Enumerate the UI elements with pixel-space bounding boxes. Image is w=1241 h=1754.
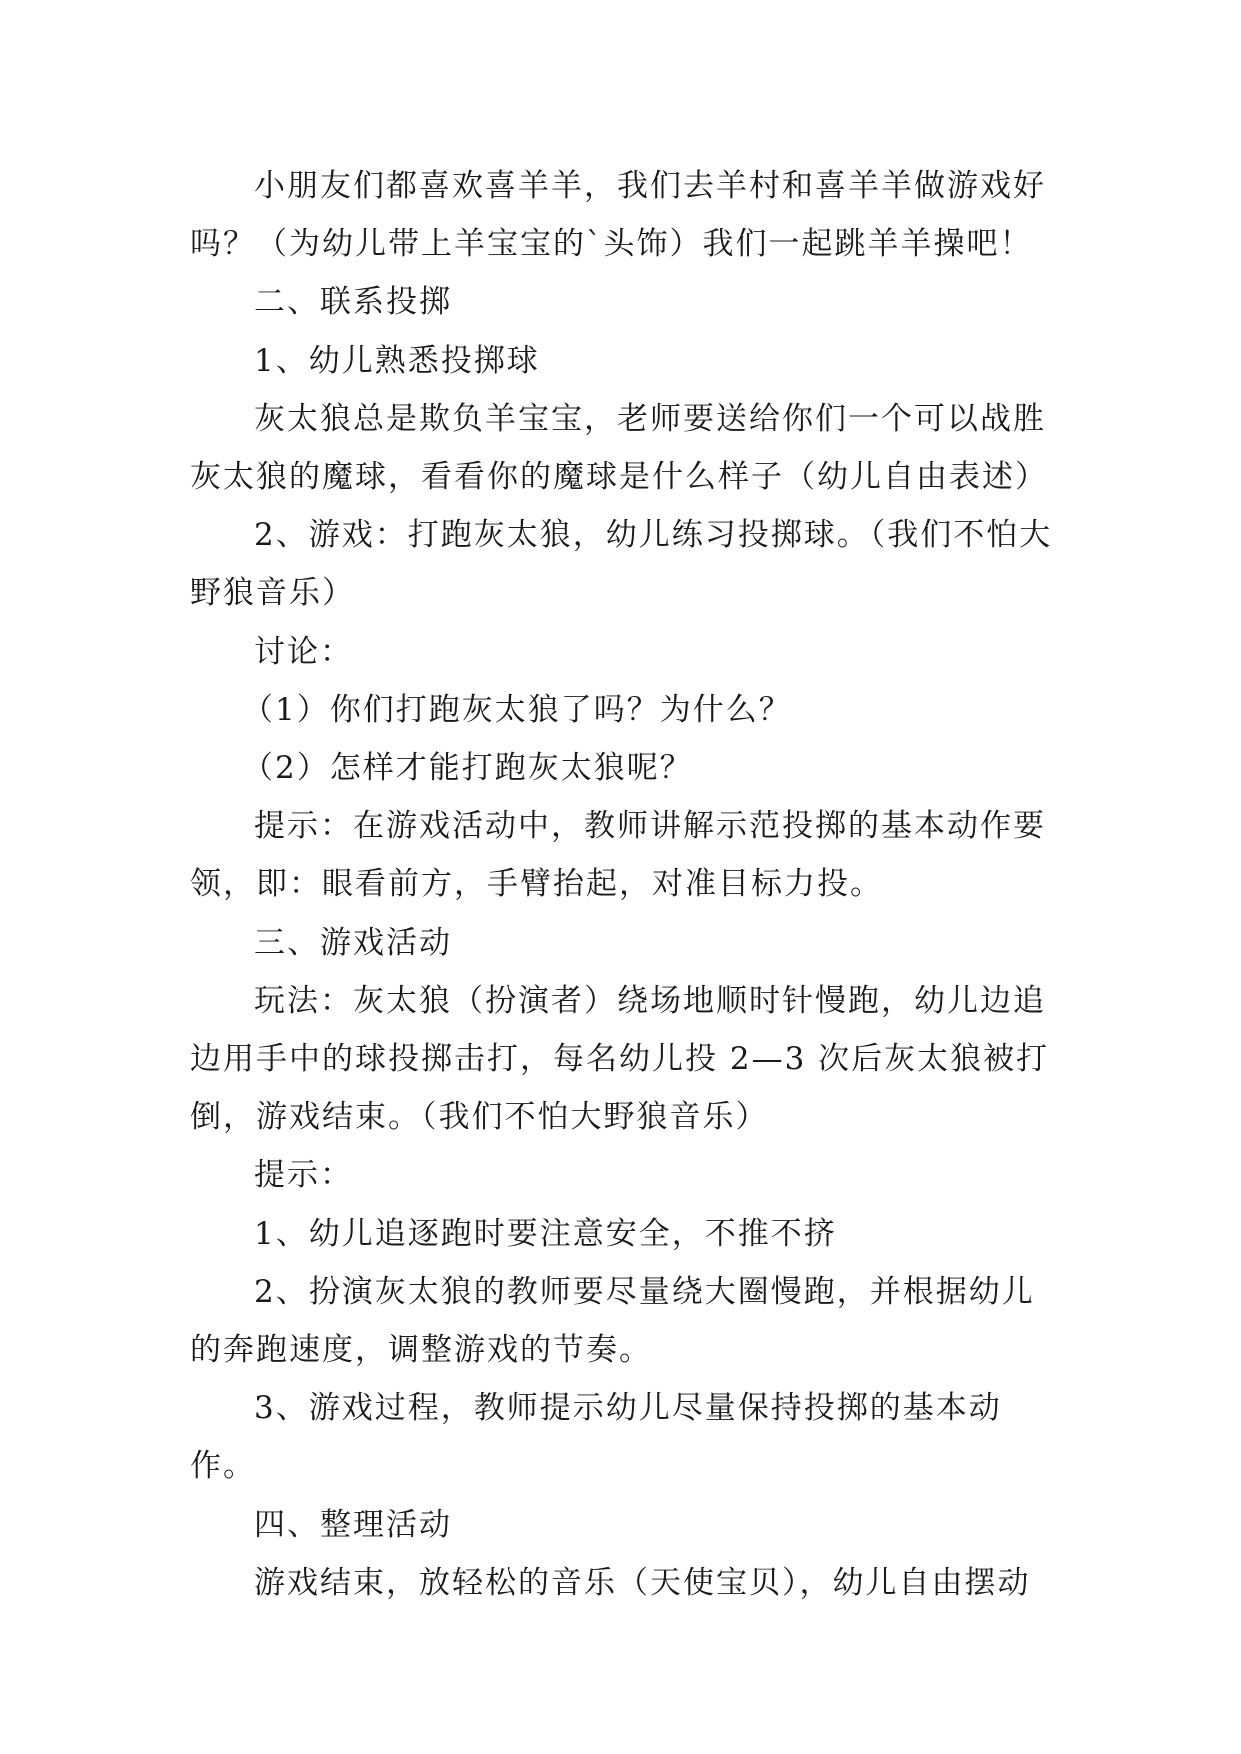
section-heading-2: 二、联系投掷 [254,284,452,321]
discussion-question-2: （2）怎样才能打跑灰太狼呢？ [242,750,693,787]
discussion-label: 讨论： [254,633,353,670]
section-heading-4: 四、整理活动 [254,1506,452,1543]
discussion-question-1: （1）你们打跑灰太狼了吗？为什么？ [242,691,792,728]
tip-item-1: 1、幼儿追逐跑时要注意安全，不推不挤 [254,1215,837,1252]
step-1-heading: 1、幼儿熟悉投掷球 [254,342,540,379]
paragraph-rules: 玩法：灰太狼（扮演者）绕场地顺时针慢跑，幼儿边追边用手中的球投掷击打，每名幼儿投 2—3 次后灰太狼被打倒，游戏结束。（我们不怕大野狼音乐） [190,982,1050,1136]
paragraph-magic-ball: 灰太狼总是欺负羊宝宝，老师要送给你们一个可以战胜灰太狼的魔球，看看你的魔球是什么样子（幼儿自由表述） [190,400,1048,496]
paragraph-tip-throwing: 提示：在游戏活动中，教师讲解示范投掷的基本动作要领，即：眼看前方，手臂抬起，对准目标力投。 [190,808,1046,903]
step-2-game: 2、游戏：打跑灰太狼，幼儿练习投掷球。（我们不怕大野狼音乐） [190,517,1053,612]
tip-item-3: 3、游戏过程，教师提示幼儿尽量保持投掷的基本动作。 [190,1390,1002,1485]
paragraph-intro: 小朋友们都喜欢喜羊羊，我们去羊村和喜羊羊做游戏好吗？（为幼儿带上羊宝宝的`头饰）我们一起跳羊羊操吧！ [190,168,1046,263]
tip-item-2: 2、扮演灰太狼的教师要尽量绕大圈慢跑，并根据幼儿的奔跑速度，调整游戏的节奏。 [190,1273,1035,1369]
paragraph-cooldown: 游戏结束，放轻松的音乐（天使宝贝），幼儿自由摆动 [254,1564,1031,1601]
tips-label: 提示： [254,1157,353,1194]
document-body [190,157,1060,1612]
section-heading-3: 三、游戏活动 [254,924,452,961]
